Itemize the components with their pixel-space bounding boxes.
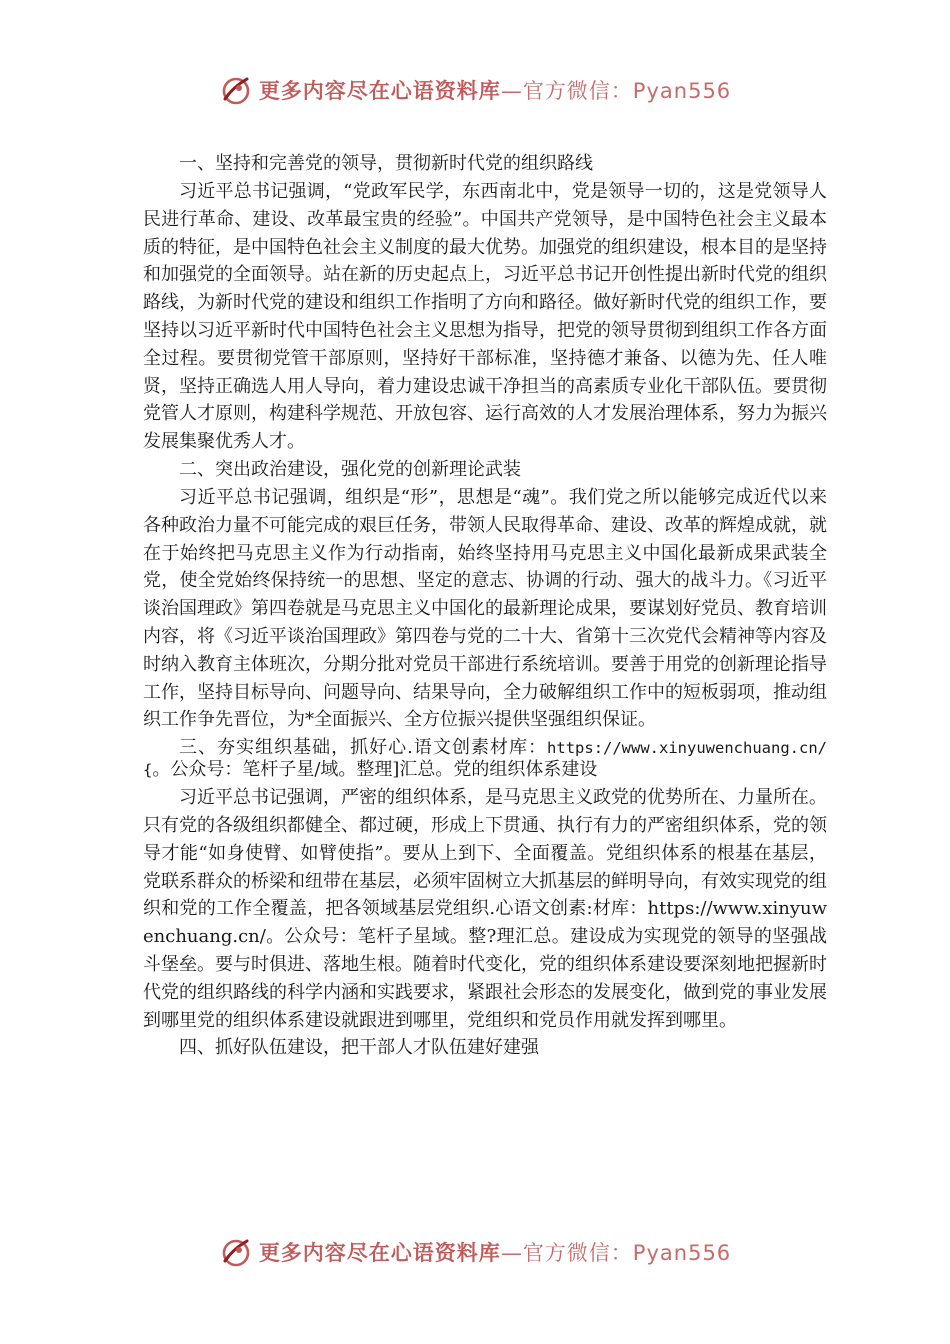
footer-banner-main-text: 更多内容尽在心语资料库 — [258, 1241, 501, 1265]
ink-brush-logo-icon — [219, 1235, 253, 1269]
section-heading-4: 四、抓好队伍建设，把干部人才队伍建好建强 — [179, 1037, 539, 1059]
section-heading-3 — [143, 737, 827, 781]
footer-banner-wechat-text: —官方微信：Pyan556 — [500, 1241, 732, 1265]
document-body — [143, 150, 827, 1062]
ink-brush-logo-icon — [219, 73, 253, 107]
banner-title — [259, 75, 731, 105]
banner-wechat-text: —官方微信：Pyan556 — [500, 79, 732, 103]
footer-banner — [0, 1232, 950, 1272]
header-banner — [0, 70, 950, 110]
banner-main-text: 更多内容尽在心语资料库 — [258, 79, 501, 103]
heading-3-part-a: 三、夯实组织基础，抓好心.语文创素材库： — [179, 737, 548, 759]
footer-banner-title — [259, 1237, 731, 1267]
section-heading-2: 二、突出政治建设，强化党的创新理论武装 — [179, 458, 521, 480]
body-paragraph-2: 习近平总书记强调，组织是“形”，思想是“魂”。我们党之所以能够完成近代以来各种政治力量不可能完成的艰巨任务，带领人民取得革命、建设、改革的辉煌成就，就在于始终把马克思主义作为行动指南，始终坚持用马克思主义中国化最新成果武装全党，使全党始终保持统一的思想、坚定的意志、协调的行动、强大的战斗力。《习近平谈治国理政》第四卷就是马克思主义中国化的最新理论成果，要谋划好党员、教育培训内容，将《习近平谈治国理政》第四卷与党的二十大、省第十三次党代会精神等内容及时纳入教育主体班次，分期分批对党员干部进行系统培训。要善于用党的创新理论指导工作，坚持目标导向、问题导向、结果导向，全力破解组织工作中的短板弱项，推动组织工作争先晋位，为*全面振兴、全方位振兴提供坚强组织保证。 — [143, 486, 827, 731]
section-heading-1: 一、坚持和完善党的领导，贯彻新时代党的组织路线 — [179, 153, 593, 174]
heading-3-url: https://www.xinyuwenchuang.cn/{ — [143, 739, 827, 780]
body-paragraph-3: 习近平总书记强调，严密的组织体系，是马克思主义政党的优势所在、力量所在。只有党的各级组织都健全、都过硬，形成上下贯通、执行有力的严密组织体系，党的领导才能“如身使臂、如臂使指”。要从上到下、全面覆盖。党组织体系的根基在基层，党联系群众的桥梁和纽带在基层，必须牢固树立大抓基层的鲜明导向，有效实现党的组织和党的工作全覆盖，把各领域基层党组织.心语文创素:材库：https://www.xinyuwenchuang.cn/。公众号：笔杆子星域。整?理汇总。建设成为实现党的领导的坚强战斗堡垒。要与时俱进、落地生根。随着时代变化，党的组织体系建设要深刻地把握新时代党的组织路线的科学内涵和实践要求，紧跟社会形态的发展变化，做到党的事业发展到哪里党的组织体系建设就跟进到哪里，党组织和党员作用就发挥到哪里。 — [143, 787, 827, 1031]
heading-3-part-c: 。公众号：笔杆子星/域。整理]汇总。党的组织体系建设 — [152, 759, 598, 781]
body-paragraph-1: 习近平总书记强调，“党政军民学，东西南北中，党是领导一切的，这是党领导人民进行革命、建设、改革最宝贵的经验”。中国共产党领导，是中国特色社会主义最本质的特征，是中国特色社会主义制度的最大优势。加强党的组织建设，根本目的是坚持和加强党的全面领导。站在新的历史起点上，习近平总书记开创性提出新时代党的组织路线，为新时代党的建设和组织工作指明了方向和路径。做好新时代党的组织工作，要坚持以习近平新时代中国特色社会主义思想为指导，把党的领导贯彻到组织工作各方面全过程。要贯彻党管干部原则，坚持好干部标准，坚持德才兼备、以德为先、任人唯贤，坚持正确选人用人导向，着力建设忠诚干净担当的高素质专业化干部队伍。要贯彻党管人才原则，构建科学规范、开放包容、运行高效的人才发展治理体系，努力为振兴发展集聚优秀人才。 — [143, 181, 827, 453]
